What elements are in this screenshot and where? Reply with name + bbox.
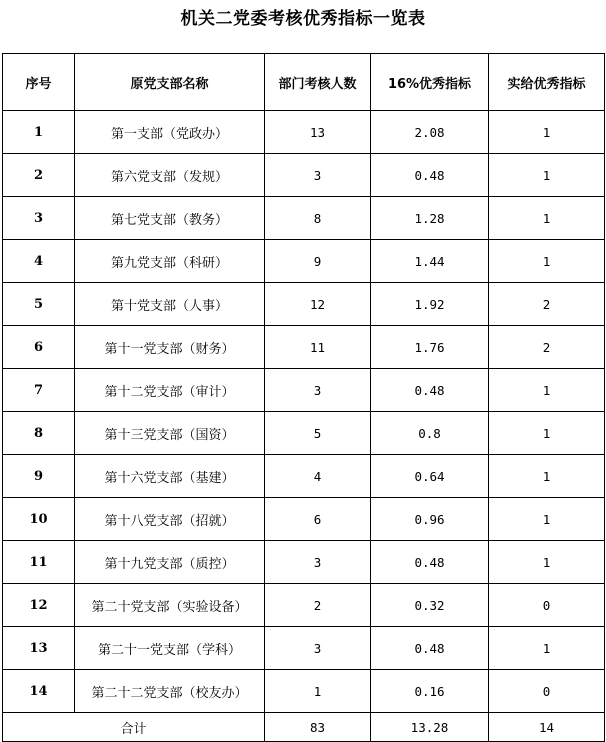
actual-quota: 1 <box>489 455 605 498</box>
branch-name: 第一支部（党政办） <box>75 111 265 154</box>
header-quota-16: 16%优秀指标 <box>371 54 489 111</box>
row-index: 3 <box>3 197 75 240</box>
assessed-count: 6 <box>265 498 371 541</box>
table-row <box>3 627 605 670</box>
branch-name: 第十一党支部（财务） <box>75 326 265 369</box>
quota-16: 2.08 <box>371 111 489 154</box>
quota-16: 0.48 <box>371 154 489 197</box>
row-index: 4 <box>3 240 75 283</box>
table-row <box>3 369 605 412</box>
row-index: 13 <box>3 627 75 670</box>
assessed-count: 3 <box>265 369 371 412</box>
header-assessed-count: 部门考核人数 <box>265 54 371 111</box>
assessed-count: 12 <box>265 283 371 326</box>
header-branch-name: 原党支部名称 <box>75 54 265 111</box>
quota-16: 1.44 <box>371 240 489 283</box>
quota-16: 0.32 <box>371 584 489 627</box>
row-index: 9 <box>3 455 75 498</box>
table-row <box>3 240 605 283</box>
actual-quota: 0 <box>489 584 605 627</box>
total-count: 83 <box>265 713 371 742</box>
quota-16: 1.28 <box>371 197 489 240</box>
actual-quota: 1 <box>489 111 605 154</box>
row-index: 1 <box>3 111 75 154</box>
total-label: 合计 <box>3 713 265 742</box>
actual-quota: 1 <box>489 240 605 283</box>
branch-name: 第十八党支部（招就） <box>75 498 265 541</box>
quota-table <box>2 53 605 742</box>
assessed-count: 4 <box>265 455 371 498</box>
table-row <box>3 498 605 541</box>
branch-name: 第十九党支部（质控） <box>75 541 265 584</box>
assessed-count: 11 <box>265 326 371 369</box>
table-body <box>3 111 605 713</box>
table-row <box>3 412 605 455</box>
branch-name: 第二十二党支部（校友办） <box>75 670 265 713</box>
branch-name: 第二十党支部（实验设备） <box>75 584 265 627</box>
branch-name: 第十三党支部（国资） <box>75 412 265 455</box>
row-index: 11 <box>3 541 75 584</box>
actual-quota: 2 <box>489 326 605 369</box>
table-row <box>3 584 605 627</box>
actual-quota: 1 <box>489 369 605 412</box>
row-index: 6 <box>3 326 75 369</box>
quota-16: 0.64 <box>371 455 489 498</box>
total-actual: 14 <box>489 713 605 742</box>
actual-quota: 1 <box>489 197 605 240</box>
actual-quota: 0 <box>489 670 605 713</box>
table-row <box>3 670 605 713</box>
table-row <box>3 111 605 154</box>
actual-quota: 1 <box>489 541 605 584</box>
branch-name: 第七党支部（教务） <box>75 197 265 240</box>
assessed-count: 1 <box>265 670 371 713</box>
assessed-count: 3 <box>265 541 371 584</box>
quota-16: 0.16 <box>371 670 489 713</box>
quota-16: 1.76 <box>371 326 489 369</box>
row-index: 10 <box>3 498 75 541</box>
header-actual-quota: 实给优秀指标 <box>489 54 605 111</box>
quota-16: 0.96 <box>371 498 489 541</box>
quota-16: 0.48 <box>371 369 489 412</box>
assessed-count: 8 <box>265 197 371 240</box>
quota-16: 0.8 <box>371 412 489 455</box>
quota-16: 0.48 <box>371 541 489 584</box>
actual-quota: 2 <box>489 283 605 326</box>
row-index: 2 <box>3 154 75 197</box>
branch-name: 第十二党支部（审计） <box>75 369 265 412</box>
row-index: 14 <box>3 670 75 713</box>
branch-name: 第二十一党支部（学科） <box>75 627 265 670</box>
total-row <box>3 713 605 742</box>
document-title: 机关二党委考核优秀指标一览表 <box>180 9 426 29</box>
branch-name: 第九党支部（科研） <box>75 240 265 283</box>
table-row <box>3 541 605 584</box>
branch-name: 第十六党支部（基建） <box>75 455 265 498</box>
assessed-count: 13 <box>265 111 371 154</box>
actual-quota: 1 <box>489 412 605 455</box>
header-index: 序号 <box>3 54 75 111</box>
table-header-row <box>3 54 605 111</box>
row-index: 8 <box>3 412 75 455</box>
quota-16: 0.48 <box>371 627 489 670</box>
actual-quota: 1 <box>489 627 605 670</box>
branch-name: 第六党支部（发规） <box>75 154 265 197</box>
branch-name: 第十党支部（人事） <box>75 283 265 326</box>
assessed-count: 9 <box>265 240 371 283</box>
assessed-count: 3 <box>265 627 371 670</box>
table-row <box>3 154 605 197</box>
quota-16: 1.92 <box>371 283 489 326</box>
row-index: 5 <box>3 283 75 326</box>
table-row <box>3 326 605 369</box>
actual-quota: 1 <box>489 498 605 541</box>
table-row <box>3 455 605 498</box>
assessed-count: 3 <box>265 154 371 197</box>
table-row <box>3 283 605 326</box>
row-index: 12 <box>3 584 75 627</box>
assessed-count: 5 <box>265 412 371 455</box>
actual-quota: 1 <box>489 154 605 197</box>
table-row <box>3 197 605 240</box>
assessed-count: 2 <box>265 584 371 627</box>
total-quota-16: 13.28 <box>371 713 489 742</box>
row-index: 7 <box>3 369 75 412</box>
